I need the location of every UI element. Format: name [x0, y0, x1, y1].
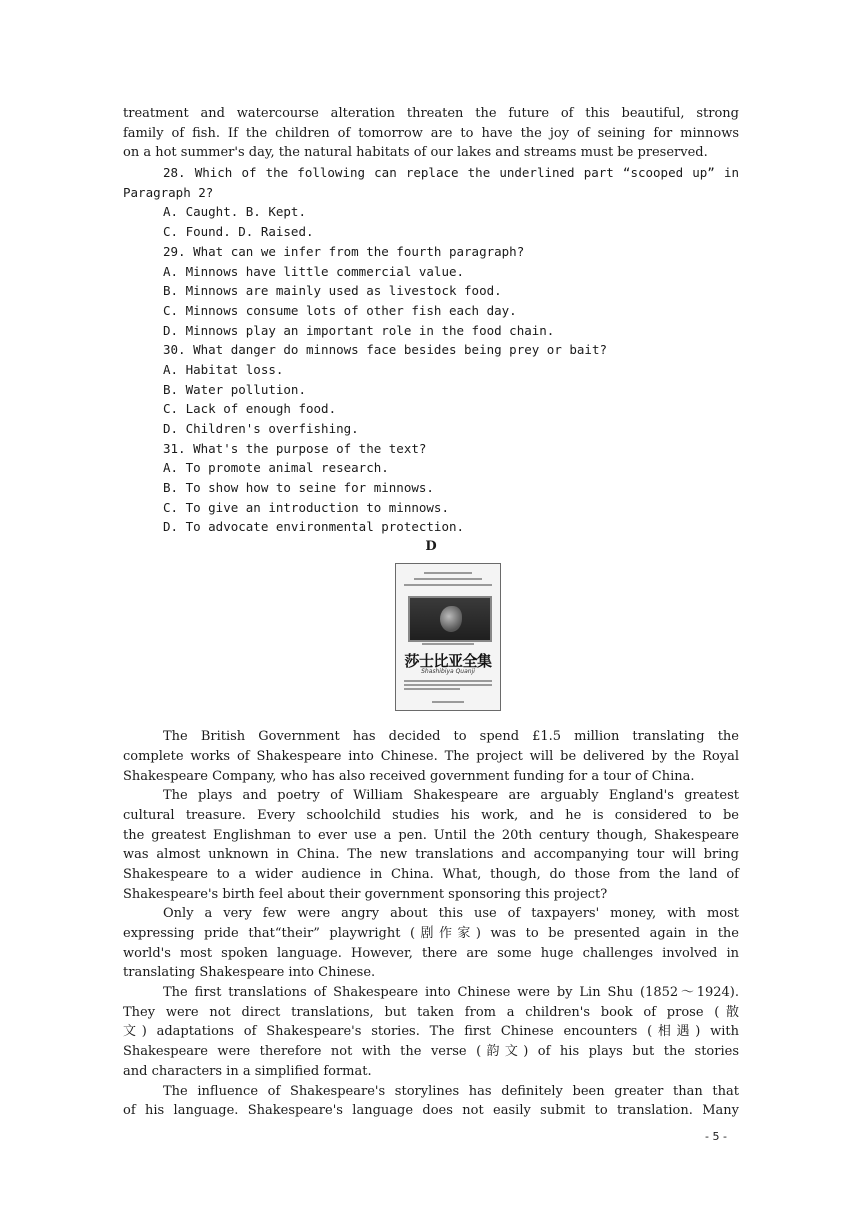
text-line: cultural treasure. Every schoolchild studies his work, and he is considered to be — [123, 807, 739, 823]
answer-option: A. Minnows have little commercial value. — [163, 263, 465, 279]
text-line: on a hot summer's day, the natural habitats of our lakes and streams must be preserved. — [123, 145, 708, 161]
answer-option: A. Caught. B. Kept. — [163, 204, 306, 220]
question-stem: 28. Which of the following can replace the underlined part “scooped up” in — [163, 165, 739, 181]
answer-option: D. Children's overfishing. — [163, 421, 359, 436]
text-line: Shakespeare were therefore not with the verse (韵文) of his plays but the stories — [123, 1044, 739, 1060]
question-stem: 29. What can we infer from the fourth paragraph? — [163, 243, 525, 259]
paragraph — [123, 983, 739, 1081]
text-line: was almost unknown in China. The new translations and accompanying tour will bring — [123, 847, 739, 863]
book-cover-figure — [123, 557, 739, 727]
page-number: - 5 - — [705, 1130, 727, 1143]
answer-option: B. To show how to seine for minnows. — [163, 480, 434, 496]
cover-decoration — [404, 584, 492, 586]
question-stem: Paragraph 2? — [123, 184, 214, 200]
cover-title: 莎士比亚全集 — [404, 652, 492, 671]
text-line: the greatest Englishman to ever use a pen. Until the 20th century though, Shakespeare — [123, 827, 739, 843]
text-line: treatment and watercourse alteration threaten the future of this beautiful, strong — [123, 106, 739, 121]
text-line: The first translations of Shakespeare into Chinese were by Lin Shu (1852～1924). — [163, 985, 739, 1001]
question-29 — [123, 242, 739, 340]
answer-option: D. To advocate environmental protection. — [163, 519, 465, 535]
answer-option: B. Water pollution. — [163, 381, 306, 397]
passage-c-ending — [123, 104, 739, 163]
text-line: Only a very few were angry about this use of taxpayers' money, with most — [163, 906, 739, 922]
window-illustration — [408, 596, 492, 642]
page-content — [123, 104, 739, 1121]
answer-option: C. To give an introduction to minnows. — [163, 499, 449, 515]
text-line: Shakespeare Company, who has also received government funding for a tour of China. — [123, 768, 695, 784]
text-line: The British Government has decided to spend £1.5 million translating the — [163, 729, 739, 745]
paragraph — [123, 904, 739, 983]
text-line: family of fish. If the children of tomorrow are to have the joy of seining for minnows — [123, 125, 739, 141]
bird-illustration — [440, 606, 462, 632]
cover-decoration — [432, 701, 464, 703]
answer-option: A. Habitat loss. — [163, 361, 284, 377]
question-31 — [123, 439, 739, 537]
text-line: They were not direct translations, but taken from a children's book of prose (散 — [123, 1004, 739, 1020]
answer-option: D. Minnows play an important role in the food chain. — [163, 322, 555, 338]
answer-option: C. Lack of enough food. — [163, 401, 337, 417]
question-stem: 30. What danger do minnows face besides being prey or bait? — [163, 342, 608, 358]
passage-d — [123, 727, 739, 1121]
answer-option: C. Found. D. Raised. — [163, 224, 314, 240]
book-cover-image — [395, 563, 501, 711]
text-line: of his language. Shakespeare's language does not easily submit to translation. Many — [123, 1103, 739, 1119]
text-line: Shakespeare's birth feel about their government sponsoring this project? — [123, 886, 608, 902]
text-line: expressing pride that“their” playwright (剧作家) was to be presented again in the — [123, 926, 739, 941]
text-line: complete works of Shakespeare into Chinese. The project will be delivered by the Royal — [123, 748, 739, 764]
text-line: The influence of Shakespeare's storylines has definitely been greater than that — [163, 1083, 739, 1099]
question-stem: 31. What's the purpose of the text? — [163, 440, 427, 456]
text-line: Shakespeare to a wider audience in China. What, though, do those from the land of — [123, 866, 739, 882]
answer-option: A. To promote animal research. — [163, 460, 389, 476]
text-line: and characters in a simplified format. — [123, 1063, 372, 1079]
text-line: translating Shakespeare into Chinese. — [123, 965, 376, 981]
cover-decoration — [404, 684, 492, 686]
cover-decoration — [404, 680, 492, 682]
cover-decoration — [424, 572, 472, 574]
paragraph — [123, 727, 739, 786]
section-label: D — [425, 539, 437, 555]
answer-option: C. Minnows consume lots of other fish each day. — [163, 302, 517, 318]
question-28 — [123, 163, 739, 242]
cover-decoration — [422, 643, 474, 645]
cover-subtitle: Shashibiya Quanji — [421, 668, 475, 676]
paragraph — [123, 786, 739, 904]
answer-option: B. Minnows are mainly used as livestock food. — [163, 283, 502, 299]
text-line: 文) adaptations of Shakespeare's stories. The first Chinese encounters (相遇) with — [123, 1024, 739, 1040]
cover-decoration — [404, 688, 460, 690]
text-line: world's most spoken language. However, there are some huge challenges involved in — [123, 945, 739, 961]
question-30 — [123, 340, 739, 438]
paragraph — [123, 1082, 739, 1121]
text-line: The plays and poetry of William Shakespeare are arguably England's greatest — [163, 788, 739, 804]
cover-decoration — [414, 578, 482, 580]
